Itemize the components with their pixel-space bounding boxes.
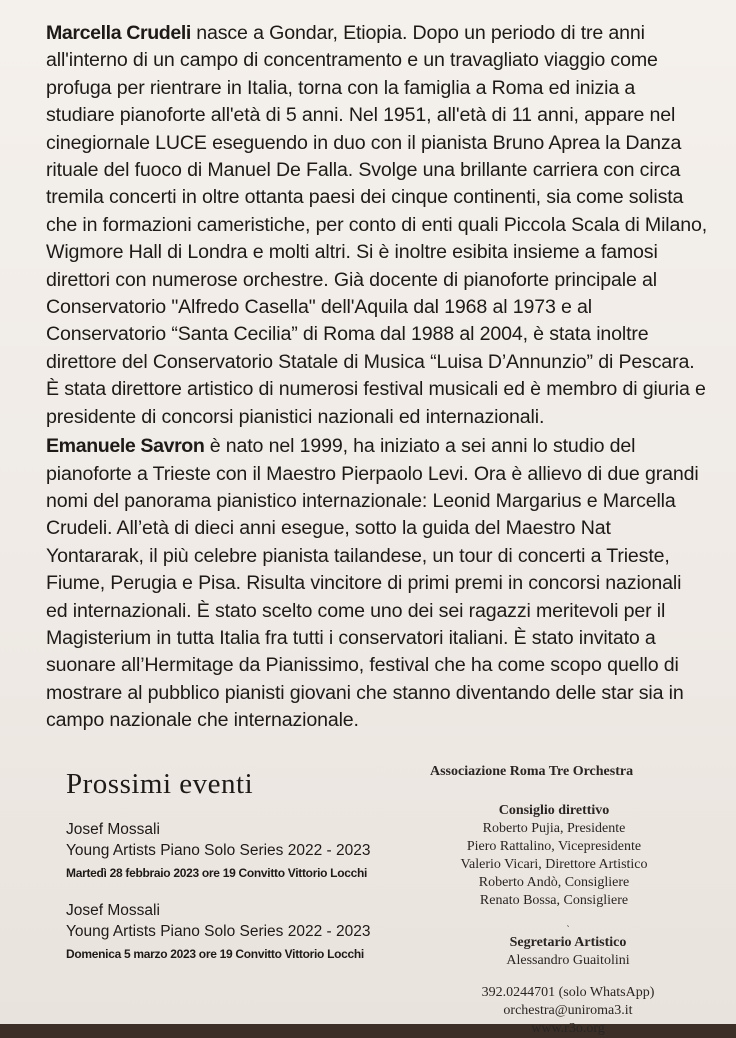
secretary-name: Alessandro Guaitolini: [506, 953, 630, 968]
board-member: Piero Rattalino, Vicepresidente: [466, 839, 642, 854]
event-item: [66, 900, 406, 965]
event-series: Young Artists Piano Solo Series 2022 - 2023: [66, 923, 371, 940]
secretary-heading: Segretario Artistico: [509, 935, 627, 950]
board-member: Valerio Vicari, Direttore Artistico: [460, 857, 648, 872]
contacts-section: [418, 984, 718, 1038]
contact-phone: 392.0244701 (solo WhatsApp): [481, 985, 655, 1000]
event-artist: Josef Mossali: [66, 902, 160, 919]
bio-name-savron: Emanuele Savron: [46, 435, 205, 458]
board-member: Renato Bossa, Consigliere: [479, 893, 629, 908]
event-item: [66, 819, 406, 884]
event-series: Young Artists Piano Solo Series 2022 - 2023: [66, 842, 371, 859]
board-section: [418, 802, 718, 910]
secretary-section: [418, 925, 718, 970]
biography-section: [46, 20, 708, 735]
bio-text-savron: è nato nel 1999, ha iniziato a sei anni lo studio del pianoforte a Trieste con il Maestro Pierpaolo Levi. Ora è allievo di due grandi nomi del panorama pianistico internazionale: Leonid Margarius e Marcella Crudeli. All’età di dieci anni esegue, sotto la guida del Maestro Nat Yontararak, il più celebre pianista tailandese, un tour di concerti a Trieste, Fiume, Perugia e Pisa. Risulta vincitore di primi premi in concorsi nazionali ed internazionali. È stato scelto come uno dei sei ragazzi meritevoli per il Magisterium in tutta Italia fra tutti i conservatori italiani. È stato invitato a suonare all’Hermitage da Pianissimo, festival che ha come scopo quello di mostrare al pubblico pianisti giovani che stanno diventando delle star sia in campo nazionale che internazionale.: [46, 435, 699, 732]
events-title: Prossimi eventi: [66, 768, 254, 800]
contact-email: orchestra@uniroma3.it: [503, 1003, 633, 1018]
bio-paragraph-savron: [46, 433, 708, 734]
association-title: Associazione Roma Tre Orchestra: [430, 764, 634, 779]
board-heading: Consiglio direttivo: [498, 803, 610, 818]
event-datetime: Domenica 5 marzo 2023 ore 19 Convitto Vittorio Locchi: [66, 947, 364, 961]
bio-name-crudeli: Marcella Crudeli: [46, 22, 191, 44]
board-member: Roberto Andò, Consigliere: [478, 875, 630, 890]
event-datetime: Martedì 28 febbraio 2023 ore 19 Convitto Vittorio Locchi: [66, 866, 368, 880]
separator-dot: `: [566, 925, 570, 936]
event-artist: Josef Mossali: [66, 821, 160, 838]
upcoming-events: [66, 768, 406, 981]
bio-paragraph-crudeli: [46, 20, 708, 431]
bio-text-crudeli: nasce a Gondar, Etiopia. Dopo un periodo di tre anni all'interno di un campo di concentramento e un travagliato viaggio come profuga per rientrare in Italia, torna con la famiglia a Roma ed inizia a studiare pianoforte all'età di 5 anni. Nel 1951, all'età di 11 anni, appare nel cinegiornale LUCE eseguendo in duo con il pianista Bruno Aprea la Danza rituale del fuoco di Manuel De Falla. Svolge una brillante carriera con circa tremila concerti in oltre ottanta paesi dei cinque continenti, sia come solista che in formazioni cameristiche, per conto di enti quali Piccola Scala di Milano, Wigmore Hall di Londra e molti altri. Si è inoltre esibita insieme a famosi direttori con numerose orchestre. Già docente di pianoforte principale al Conservatorio "Alfredo Casella" dell'Aquila dal 1968 al 1973 e al Conservatorio “Santa Cecilia” di Roma dal 1988 al 2004, è stata inoltre direttore del Conservatorio Statale di Musica “Luisa D’Annunzio” di Pescara. È stata direttore artistico di numerosi festival musicali ed è membro di giuria e presidente di concorsi pianistici nazionali ed internazionali.: [46, 22, 708, 428]
association-block: [418, 764, 718, 1038]
contact-website: www.r3o.org: [531, 1021, 605, 1036]
board-member: Roberto Pujia, Presidente: [482, 821, 626, 836]
